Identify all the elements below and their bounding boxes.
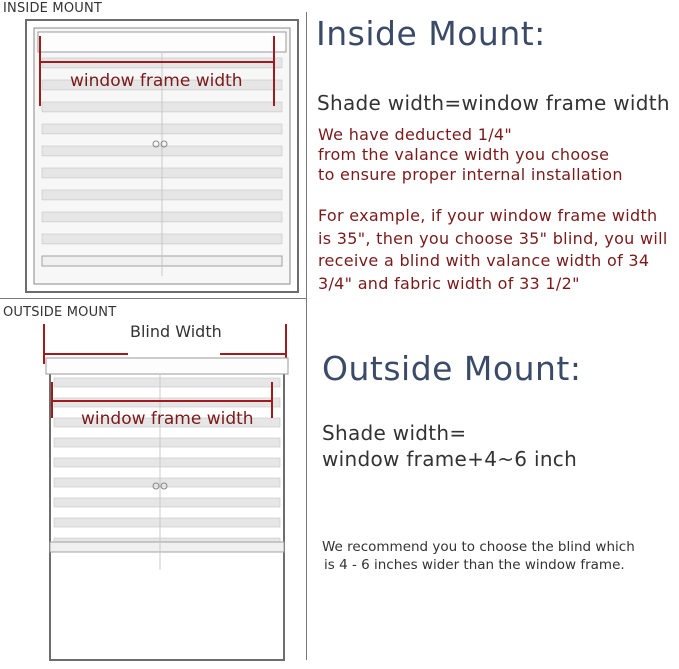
outside-mount-illustration <box>36 320 296 664</box>
section-divider <box>0 298 306 299</box>
inside-formula: Shade width=window frame width <box>317 91 670 115</box>
outside-mount-title: Outside Mount: <box>322 349 582 388</box>
outside-formula-line: window frame+4~6 inch <box>322 447 578 471</box>
inside-mount-label: INSIDE MOUNT <box>3 1 103 16</box>
outside-recommendation <box>322 538 635 574</box>
outside-formula <box>322 420 577 472</box>
outside-formula-line: Shade width= <box>322 421 467 445</box>
inside-window-frame-width-label: window frame width <box>70 71 243 91</box>
inside-note-line: from the valance width you choose <box>318 145 610 164</box>
inside-example-line: For example, if your window frame width <box>318 206 658 225</box>
inside-example <box>318 205 668 295</box>
inside-example-line: is 35", then you choose 35" blind, you will <box>318 228 668 248</box>
inside-mount-illustration <box>24 18 300 294</box>
outside-recommendation-line: We recommend you to choose the blind which <box>322 539 635 555</box>
outside-window-frame-width-label: window frame width <box>81 409 254 429</box>
outside-recommendation-line: is 4 - 6 inches wider than the window frame. <box>324 557 625 573</box>
vertical-divider <box>306 12 307 660</box>
blind-width-label: Blind Width <box>130 322 222 341</box>
inside-note-line: We have deducted 1/4" <box>318 125 513 144</box>
inside-note <box>318 125 623 185</box>
inside-mount-title: Inside Mount: <box>316 14 546 53</box>
inside-note-line: to ensure proper internal installation <box>318 165 623 184</box>
inside-example-line: receive a blind with valance width of 34 <box>318 251 650 270</box>
inside-example-line: 3/4" and fabric width of 33 1/2" <box>318 273 580 293</box>
outside-mount-label: OUTSIDE MOUNT <box>3 305 117 320</box>
